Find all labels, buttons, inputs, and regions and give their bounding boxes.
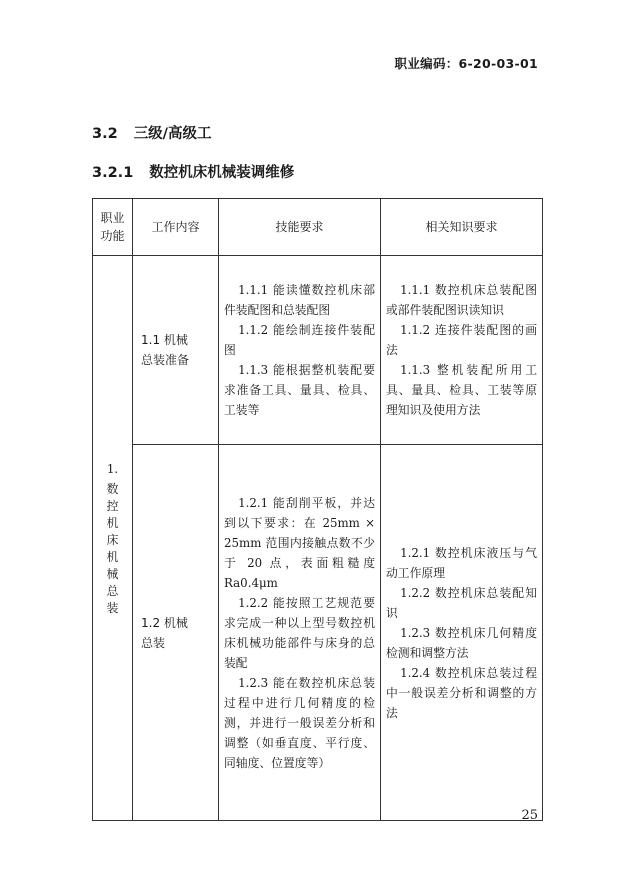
knowledge-item: 1.2.1 数控机床液压与气动工作原理 — [386, 545, 537, 580]
header-function — [93, 199, 133, 256]
work-content-line1: 1.2 机械 — [141, 615, 188, 630]
function-char: 数 — [106, 482, 119, 496]
work-content-cell — [133, 256, 219, 445]
function-char: 装 — [106, 601, 119, 615]
function-number: 1. — [106, 462, 119, 476]
skill-standard-table — [92, 198, 543, 821]
knowledge-item: 1.1.1 数控机床总装配图或部件装配图识读知识 — [386, 283, 537, 317]
skill-item: 1.2.1 能刮削平板，并达到以下要求：在 25mm × 25mm 范围内接触点数不少于 20 点，表面粗糙度 Ra0.4μm — [224, 495, 375, 590]
header-knowledge: 相关知识要求 — [381, 199, 543, 256]
function-char: 机 — [106, 550, 119, 564]
header-skills: 技能要求 — [219, 199, 381, 256]
table-header-row — [93, 199, 543, 256]
section-heading — [92, 122, 211, 143]
skill-item: 1.2.2 能按照工艺规范要求完成一种以上型号数控机床机械功能部件与床身的总装配 — [224, 595, 375, 670]
table-row — [93, 256, 543, 445]
work-content-cell — [133, 445, 219, 821]
header-function-line2: 功能 — [100, 229, 125, 243]
knowledge-item: 1.2.2 数控机床总装配知识 — [386, 585, 537, 620]
function-char: 床 — [106, 533, 119, 547]
knowledge-item: 1.2.4 数控机床总装过程中一般误差分析和调整的方法 — [386, 665, 537, 720]
skill-item: 1.1.1 能读懂数控机床部件装配图和总装配图 — [224, 283, 375, 317]
page-number: 25 — [521, 808, 538, 823]
knowledge-item: 1.2.3 数控机床几何精度检测和调整方法 — [386, 625, 537, 660]
header-function-line1: 职业 — [100, 211, 125, 225]
skills-cell — [219, 256, 381, 445]
work-content-line2: 总装 — [141, 635, 166, 650]
knowledge-item: 1.1.3 整机装配所用工具、量具、检具、工装等原理知识及使用方法 — [386, 363, 537, 417]
subsection-heading — [92, 161, 294, 182]
knowledge-item: 1.1.2 连接件装配图的画法 — [386, 323, 537, 357]
function-char: 械 — [106, 567, 119, 581]
skills-cell — [219, 445, 381, 821]
function-cell — [93, 256, 133, 821]
knowledge-cell — [381, 256, 543, 445]
table-row — [93, 445, 543, 821]
function-char: 控 — [106, 499, 119, 513]
work-content-line1: 1.1 机械 — [141, 333, 188, 347]
skill-item: 1.1.2 能绘制连接件装配图 — [224, 323, 375, 357]
header-content: 工作内容 — [133, 199, 219, 256]
subsection-number: 3.2.1 — [92, 165, 134, 181]
subsection-title: 数控机床机械装调维修 — [149, 165, 295, 181]
skill-item: 1.1.3 能根据整机装配要求准备工具、量具、检具、工装等 — [224, 363, 375, 417]
function-char: 总 — [106, 584, 119, 598]
skill-item: 1.2.3 能在数控机床总装过程中进行几何精度的检测，并进行一般误差分析和调整（如垂直度、平行度、同轴度、位置度等） — [224, 675, 375, 770]
section-title: 三级/高级工 — [133, 126, 212, 142]
section-number: 3.2 — [92, 126, 118, 142]
job-code: 职业编码：6-20-03-01 — [394, 56, 538, 71]
knowledge-cell — [381, 445, 543, 821]
work-content-line2: 总装准备 — [141, 353, 190, 367]
function-char: 机 — [106, 516, 119, 530]
